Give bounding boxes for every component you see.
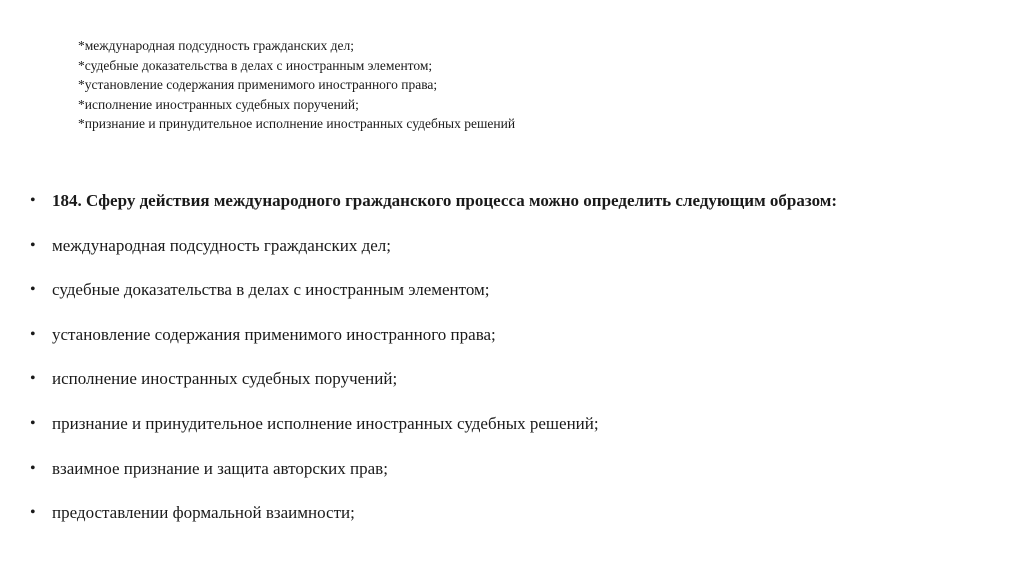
bullet-icon: •: [30, 370, 36, 388]
answer-block: [78, 36, 978, 134]
option-text: признание и принудительное исполнение иностранных судебных решений;: [52, 413, 599, 433]
option-text: предоставлении формальной взаимности;: [52, 503, 355, 523]
answer-line: *установление содержания применимого иностранного права;: [78, 77, 438, 92]
option-item: [30, 279, 990, 324]
option-text: исполнение иностранных судебных поручений;: [52, 369, 398, 389]
question-item: [30, 190, 990, 235]
bullet-icon: •: [30, 504, 36, 522]
answer-line: *исполнение иностранных судебных поручений;: [78, 96, 359, 112]
option-text: судебные доказательства в делах с иностранным элементом;: [52, 280, 490, 300]
answer-line: *судебные доказательства в делах с иностранным элементом;: [78, 57, 433, 73]
bullet-icon: •: [30, 414, 36, 432]
bullet-icon: •: [30, 192, 36, 209]
bullet-icon: •: [30, 236, 36, 254]
bullet-icon: •: [30, 281, 36, 299]
option-item: [30, 502, 990, 547]
option-text: международная подсудность гражданских дел;: [52, 235, 391, 255]
answer-line: *признание и принудительное исполнение иностранных судебных решений: [78, 116, 516, 131]
option-text: установление содержания применимого иностранного права;: [52, 324, 496, 344]
bullet-icon: •: [30, 325, 36, 343]
question-text: 184. Сферу действия международного гражданского процесса можно определить следующим образом:: [52, 191, 837, 210]
bullet-icon: •: [30, 459, 36, 477]
option-item: [30, 235, 990, 280]
option-item: [30, 413, 990, 458]
answer-line: *международная подсудность гражданских дел;: [78, 38, 354, 53]
option-item: [30, 458, 990, 503]
option-item: [30, 368, 990, 413]
question-list: [30, 190, 990, 547]
option-item: [30, 324, 990, 369]
option-text: взаимное признание и защита авторских прав;: [52, 458, 388, 478]
